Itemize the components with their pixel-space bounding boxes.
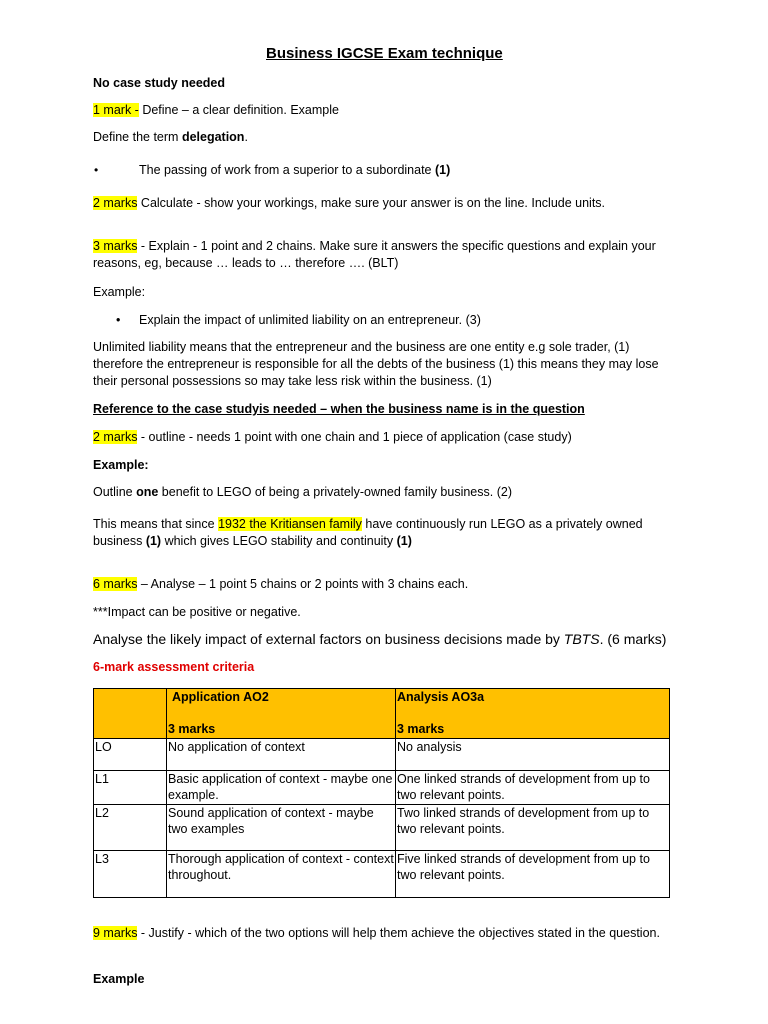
question-suffix: . (6 marks) xyxy=(599,631,667,647)
question-prefix: Analyse the likely impact of external factors on business decisions made by xyxy=(93,631,564,647)
marks-highlight: 9 marks xyxy=(93,926,138,940)
analysis-cell: Two linked strands of development from up to two relevant points. xyxy=(396,805,670,851)
mark-indicator: (1) xyxy=(396,534,412,548)
reference-heading: Reference to the case studyis needed – when the business name is in the question xyxy=(93,402,585,416)
section-9-marks-justify xyxy=(93,925,663,942)
question-italic: TBTS xyxy=(563,631,600,647)
analysis-cell: No analysis xyxy=(396,739,670,771)
example-label: Example xyxy=(93,972,145,986)
application-cell: Basic application of context - maybe one example. xyxy=(167,771,396,805)
header-marks: 3 marks xyxy=(397,722,445,736)
no-case-label: No case study needed xyxy=(93,76,225,90)
example-label: Example: xyxy=(93,458,149,472)
section-text: - Explain - 1 point and 2 chains. Make sure it answers the specific questions and explain your reasons, eg, because … leads to … therefore …. (BLT) xyxy=(93,239,656,270)
application-cell: Thorough application of context - context throughout. xyxy=(167,851,396,898)
assessment-criteria-table xyxy=(93,688,670,898)
outline-answer xyxy=(93,516,668,550)
define-suffix: . xyxy=(244,130,248,144)
define-prefix: Define the term xyxy=(93,130,182,144)
mark-indicator: (1) xyxy=(434,163,451,177)
bullet-answer xyxy=(139,162,450,179)
section-2-marks-calculate xyxy=(93,195,605,212)
answer-rest: which gives LEGO stability and continuity xyxy=(161,534,397,548)
question-prefix: Outline xyxy=(93,485,137,499)
analysis-cell: Five linked strands of development from up to two relevant points. xyxy=(396,851,670,898)
section-text: - Justify - which of the two options will help them achieve the objectives stated in the question. xyxy=(137,926,660,940)
bullet-question: Explain the impact of unlimited liability on an entrepreneur. (3) xyxy=(139,313,481,327)
section-text: - outline - needs 1 point with one chain and 1 piece of application (case study) xyxy=(137,430,572,444)
header-title: Analysis AO3a xyxy=(397,690,485,704)
table-header-cell-analysis xyxy=(396,689,670,739)
application-cell: Sound application of context - maybe two examples xyxy=(167,805,396,851)
impact-note: ***Impact can be positive or negative. xyxy=(93,605,301,619)
level-cell: L1 xyxy=(94,771,167,805)
table-row xyxy=(94,851,670,898)
question-bold: one xyxy=(136,485,159,499)
outline-question xyxy=(93,484,512,501)
example-label: Example: xyxy=(93,285,146,299)
define-term: delegation xyxy=(181,130,245,144)
bullet-icon: • xyxy=(116,313,121,327)
bullet-text: The passing of work from a superior to a subordinate xyxy=(139,163,435,177)
answer-highlight: 1932 the Kritiansen family xyxy=(218,517,362,531)
level-cell: L2 xyxy=(94,805,167,851)
analysis-cell: One linked strands of development from up to two relevant points. xyxy=(396,771,670,805)
section-text: Define – a clear definition. Example xyxy=(138,103,339,117)
table-header-cell-level xyxy=(94,689,167,739)
table-header-cell-application xyxy=(167,689,396,739)
analyse-question xyxy=(93,631,666,648)
header-title: Application AO2 xyxy=(172,690,269,704)
criteria-heading: 6-mark assessment criteria xyxy=(93,660,255,674)
marks-highlight: 1 mark - xyxy=(93,103,139,117)
marks-highlight: 2 marks xyxy=(93,196,138,210)
section-3-marks-explain xyxy=(93,238,663,272)
header-marks: 3 marks xyxy=(168,722,216,736)
section-text: – Analyse – 1 point 5 chains or 2 points with 3 chains each. xyxy=(137,577,469,591)
question-suffix: benefit to LEGO of being a privately-owned family business. (2) xyxy=(158,485,512,499)
table-row xyxy=(94,805,670,851)
bullet-item xyxy=(94,162,98,179)
table-row xyxy=(94,739,670,771)
marks-highlight: 3 marks xyxy=(93,239,138,253)
answer-mid: have continuously run LEGO as a privately owned business xyxy=(93,517,643,548)
explain-answer: Unlimited liability means that the entrepreneur and the business are one entity e.g sole trader, (1) therefore the entrepreneur is responsible for all the debts of the business (1) this means they may lose their personal possessions so may take less risk within the business. (1) xyxy=(93,340,659,388)
define-question xyxy=(93,129,248,146)
bullet-icon: • xyxy=(94,163,99,177)
mark-indicator: (1) xyxy=(145,534,162,548)
application-cell: No application of context xyxy=(167,739,396,771)
marks-highlight: 6 marks xyxy=(93,577,138,591)
level-cell: LO xyxy=(94,739,167,771)
marks-highlight: 2 marks xyxy=(93,430,138,444)
table-header-row xyxy=(94,689,670,739)
page-title: Business IGCSE Exam technique xyxy=(266,45,503,62)
section-6-marks-analyse xyxy=(93,576,468,593)
table-row xyxy=(94,771,670,805)
section-text: Calculate - show your workings, make sure your answer is on the line. Include units. xyxy=(137,196,606,210)
section-1-mark xyxy=(93,102,339,119)
section-2-marks-outline xyxy=(93,429,572,446)
answer-prefix: This means that since xyxy=(93,517,219,531)
level-cell: L3 xyxy=(94,851,167,898)
